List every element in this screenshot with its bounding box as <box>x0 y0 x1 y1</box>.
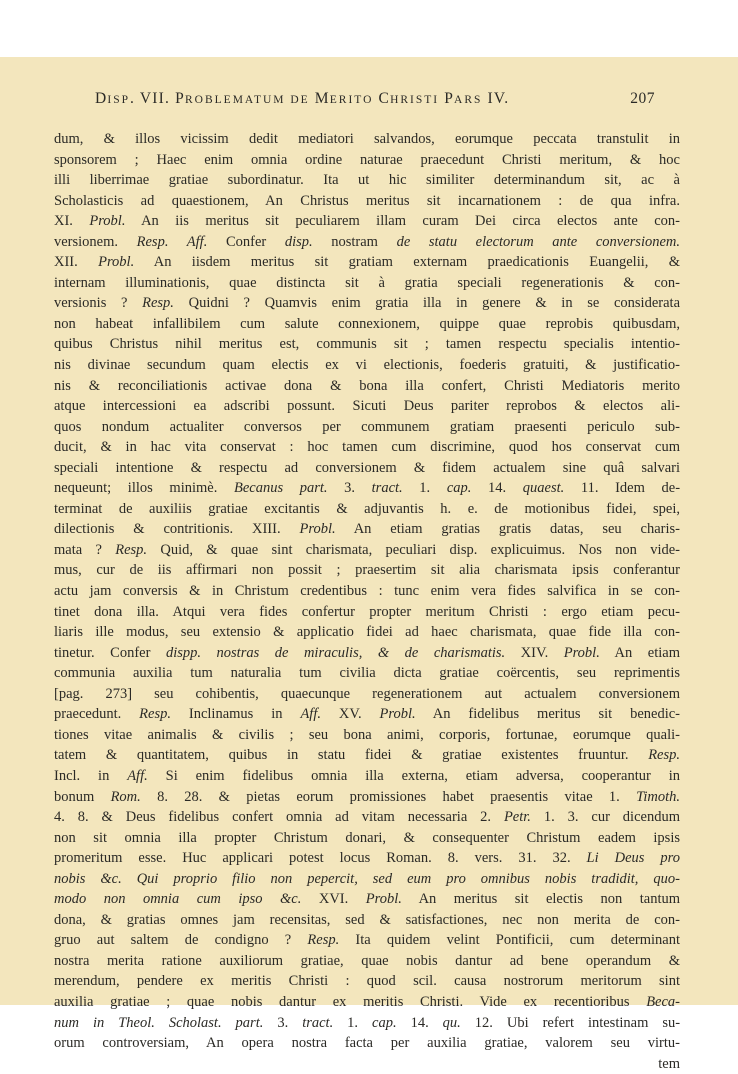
text-span: merendum, pendere ex meritis Christi : quod scil. causa nostrorum meritorum sint <box>54 973 680 990</box>
text-line <box>54 273 680 294</box>
text-line <box>54 787 680 808</box>
text-line <box>54 828 680 849</box>
text-line <box>54 930 680 951</box>
text-span: dona, & gratias omnes jam recensitas, sed & satisfactiones, nec non merita de con- <box>54 911 680 928</box>
text-line <box>54 560 680 581</box>
text-line <box>54 992 680 1013</box>
text-span: XI. <box>54 213 90 230</box>
italic-span: Aff. <box>300 706 321 723</box>
text-line <box>54 232 680 253</box>
text-span: auxilia gratiae ; quae nobis dantur ex meritis Christi. Vide ex recentioribus <box>54 993 647 1010</box>
italic-span: Petr. <box>503 809 531 826</box>
italic-span: Probl. <box>299 521 336 538</box>
text-line <box>54 437 680 458</box>
text-line <box>54 540 680 561</box>
text-line <box>54 766 680 787</box>
text-span: dum, & illos vicissim dedit mediatori salvandos, eorumque peccata transtulit in <box>54 131 680 147</box>
text-span: Quidni ? Quamvis enim gratia illa in genere & in se considerata <box>173 295 681 312</box>
text-span: atque intercessioni ea adscribi possunt. Sicuti Deus pariter reprobos & electos ali- <box>54 398 680 415</box>
text-line <box>54 1033 680 1054</box>
text-span: mus, cur de iis affirmari non possit ; praesertim sit alia charismata ipsis conferantur <box>54 562 680 579</box>
text-line <box>54 396 680 417</box>
text-span: 3. <box>263 1014 303 1031</box>
text-span: communia auxilia tum naturalia tum civilia dicta gratiae coërcentis, seu reprimentis <box>54 665 680 682</box>
text-span: 1. <box>333 1014 373 1031</box>
italic-span: tract. <box>302 1014 334 1031</box>
italic-span: cap. <box>372 1014 397 1031</box>
text-line <box>54 211 680 232</box>
text-span: XIV. <box>505 644 564 661</box>
text-span: 14. <box>396 1014 443 1031</box>
text-span: 12. Ubi refert intestinam su- <box>460 1014 681 1031</box>
text-span: mata ? <box>54 541 116 558</box>
italic-span: nobis &c. Qui proprio filio non pepercit, sed eum pro omnibus nobis tradidit, quo- <box>54 870 680 887</box>
text-span: speciali intentione & respectu ad conversionem & fidem actualem sine quâ salvari <box>54 459 680 476</box>
text-line <box>54 704 680 725</box>
text-span: 14. <box>471 480 523 497</box>
text-line <box>54 1013 680 1034</box>
text-span: illi liberrimae gratiae subordinatur. Ita ut hic similiter determinandum sit, ac à <box>54 172 680 189</box>
text-span: terminat de auxiliis gratiae excitantis & adjuvantis h. e. de motionibus fidei, spei, <box>54 500 680 517</box>
text-line <box>54 355 680 376</box>
text-span: liaris ille modus, seu extensio & applicatio fidei ad haec charismata, quae fide illa con- <box>54 624 680 641</box>
text-span: Quid, & quae sint charismata, peculiari disp. explicuimus. Nos non vide- <box>147 541 680 558</box>
text-line <box>54 170 680 191</box>
text-span: tatem & quantitatem, quibus in statu fidei & gratiae existentes fruuntur. <box>54 747 649 764</box>
text-line <box>54 376 680 397</box>
italic-span: num in Theol. Scholast. part. <box>54 1014 264 1031</box>
text-span: versionem. <box>54 233 137 250</box>
book-page <box>0 57 738 1072</box>
italic-span: Rom. <box>110 788 141 805</box>
text-line <box>54 519 680 540</box>
text-span: praecedunt. <box>54 706 140 723</box>
text-span: 1. <box>402 480 447 497</box>
italic-span: qu. <box>442 1014 461 1031</box>
header-title: DISP. VII. PROBLEMATUM DE MERITO CHRISTI PARS IV. <box>95 90 510 107</box>
italic-span: Li Deus pro <box>586 850 681 867</box>
text-span: An iis meritus sit peculiarem illam curam Dei circa electos ante con- <box>125 213 680 230</box>
italic-span: Resp. <box>307 932 340 949</box>
text-span: nequeunt; illos minimè. <box>54 480 234 497</box>
italic-span: Resp. Aff. <box>136 233 208 250</box>
text-span: An etiam gratias gratis datas, seu charis- <box>335 521 680 538</box>
text-line <box>54 602 680 623</box>
italic-span: de statu electorum ante conversionem. <box>396 233 681 250</box>
text-line <box>54 889 680 910</box>
text-span: 11. Idem de- <box>564 480 681 497</box>
text-line <box>54 725 680 746</box>
running-header <box>95 90 655 108</box>
text-span: tinet dona illa. Atqui vera fides confertur propter meritum Christi : ergo etiam pecu- <box>54 603 680 620</box>
text-line <box>54 643 680 664</box>
text-line <box>54 478 680 499</box>
text-span: tinetur. Confer <box>54 644 166 661</box>
text-line <box>54 684 680 705</box>
text-span: tem <box>658 1055 680 1072</box>
text-span: non habeat infallibilem cum salute connexionem, quippe quae reprobis quibusdam, <box>54 315 680 332</box>
italic-span: Beca- <box>646 993 680 1010</box>
italic-span: Aff. <box>127 767 148 784</box>
text-span: quos nondum actualiter conversos per communem gratiam praesenti periculo sub- <box>54 418 680 435</box>
page-number: 207 <box>630 90 655 107</box>
text-span: gruo aut saltem de condigno ? <box>54 932 308 949</box>
text-span: tiones vitae animalis & civilis ; seu bona animi, corporis, fortunae, eorumque quali- <box>54 726 680 743</box>
text-span: [pag. 273] seu cohibentis, quaecunque regenerationem aut actualem conversionem <box>54 685 680 702</box>
text-line <box>54 191 680 212</box>
italic-span: Probl. <box>98 254 135 271</box>
text-span: Incl. in <box>54 767 128 784</box>
text-span: 1. 3. cur dicendum <box>530 809 680 826</box>
text-line <box>54 869 680 890</box>
text-span: 4. 8. & Deus fidelibus confert omnia ad vitam necessaria 2. <box>54 809 504 826</box>
text-span: An etiam <box>599 644 680 661</box>
text-line <box>54 951 680 972</box>
text-line <box>54 252 680 273</box>
italic-span: Probl. <box>379 706 416 723</box>
text-span: versionis ? <box>54 295 143 312</box>
text-span: nis & reconciliationis activae dona & bona illa confert, Christi Mediatoris merito <box>54 377 680 394</box>
italic-span: Probl. <box>89 213 126 230</box>
text-span: Ita quidem velint Pontificii, cum determinant <box>339 932 681 949</box>
text-line <box>54 129 680 150</box>
text-span: Si enim fidelibus omnia illa externa, etiam adversa, cooperantur in <box>147 767 681 784</box>
text-span: ducit, & in hac vita conservat : hoc tamen cum discrimine, quod hos conservat cum <box>54 439 680 456</box>
text-span: XII. <box>54 254 99 271</box>
text-line <box>54 458 680 479</box>
text-line <box>54 745 680 766</box>
italic-span: quaest. <box>522 480 565 497</box>
italic-span: Probl. <box>563 644 600 661</box>
text-span: nostram <box>312 233 397 250</box>
text-span: 3. <box>327 480 372 497</box>
text-line <box>54 417 680 438</box>
text-line <box>54 334 680 355</box>
text-span: internam illuminationis, quae distincta sit à gratia speciali regenerationis & con- <box>54 274 680 291</box>
text-span: nis divinae secundum quam electis ex vi electionis, foederis gratuiti, & justificatio- <box>54 357 680 374</box>
text-line <box>54 663 680 684</box>
text-line <box>54 293 680 314</box>
text-span: XVI. <box>301 891 366 908</box>
italic-span: Resp. <box>648 747 680 764</box>
text-line <box>54 1054 680 1074</box>
text-line <box>54 150 680 171</box>
text-line <box>54 971 680 992</box>
text-span: non sit omnia illa propter Christum donari, & consequenter Christum eadem ipsis <box>54 829 680 846</box>
text-line <box>54 499 680 520</box>
text-line <box>54 910 680 931</box>
text-span: An meritus sit electis non tantum <box>401 891 681 908</box>
text-line <box>54 314 680 335</box>
text-span: XV. <box>320 706 380 723</box>
italic-span: disp. <box>284 233 313 250</box>
italic-span: dispp. nostras de miraculis, & de charismatis. <box>165 644 506 661</box>
text-span: sponsorem ; Haec enim omnia ordine naturae praecedunt Christi meritum, & hoc <box>54 151 680 168</box>
text-span: actu jam conversis & in Christum credentibus : tunc enim vera fides salvifica in se con- <box>54 583 680 600</box>
italic-span: Resp. <box>115 541 148 558</box>
italic-span: tract. <box>371 480 403 497</box>
italic-span: Resp. <box>142 295 174 312</box>
text-span: dilectionis & contritionis. XIII. <box>54 521 300 538</box>
text-span: bonum <box>54 788 111 805</box>
text-line <box>54 848 680 869</box>
text-line <box>54 622 680 643</box>
text-line <box>54 807 680 828</box>
italic-span: cap. <box>446 480 472 497</box>
italic-span: modo non omnia cum ipso &c. <box>54 891 302 908</box>
text-span: orum controversiam, An opera nostra facta per auxilia gratiae, valorem seu virtu- <box>54 1035 680 1052</box>
text-span: 8. 28. & pietas eorum promissiones habet praesentis vitae 1. <box>140 788 637 805</box>
text-span: Inclinamus in <box>170 706 301 723</box>
text-span: An iisdem meritus sit gratiam externam praedicationis Euangelii, & <box>134 254 680 271</box>
text-span: promeritum esse. Huc applicari potest locus Roman. 8. vers. 31. 32. <box>54 850 587 867</box>
text-span: nostra merita ratione auxiliorum gratiae, quae nobis dantur ad bene operandum & <box>54 952 680 969</box>
body-text <box>54 129 680 1074</box>
text-span: quibus Christus nihil meritus est, communis sit ; tamen respectu specialis intentio- <box>54 336 680 353</box>
text-span: An fidelibus meritus sit benedic- <box>415 706 680 723</box>
text-line <box>54 581 680 602</box>
italic-span: Becanus part. <box>233 480 328 497</box>
italic-span: Probl. <box>365 891 402 908</box>
italic-span: Resp. <box>139 706 171 723</box>
italic-span: Timoth. <box>636 788 681 805</box>
text-span: Scholasticis ad quaestionem, An Christus meritus sit incarnationem : de qua infra. <box>54 192 680 209</box>
text-span: Confer <box>207 233 285 250</box>
